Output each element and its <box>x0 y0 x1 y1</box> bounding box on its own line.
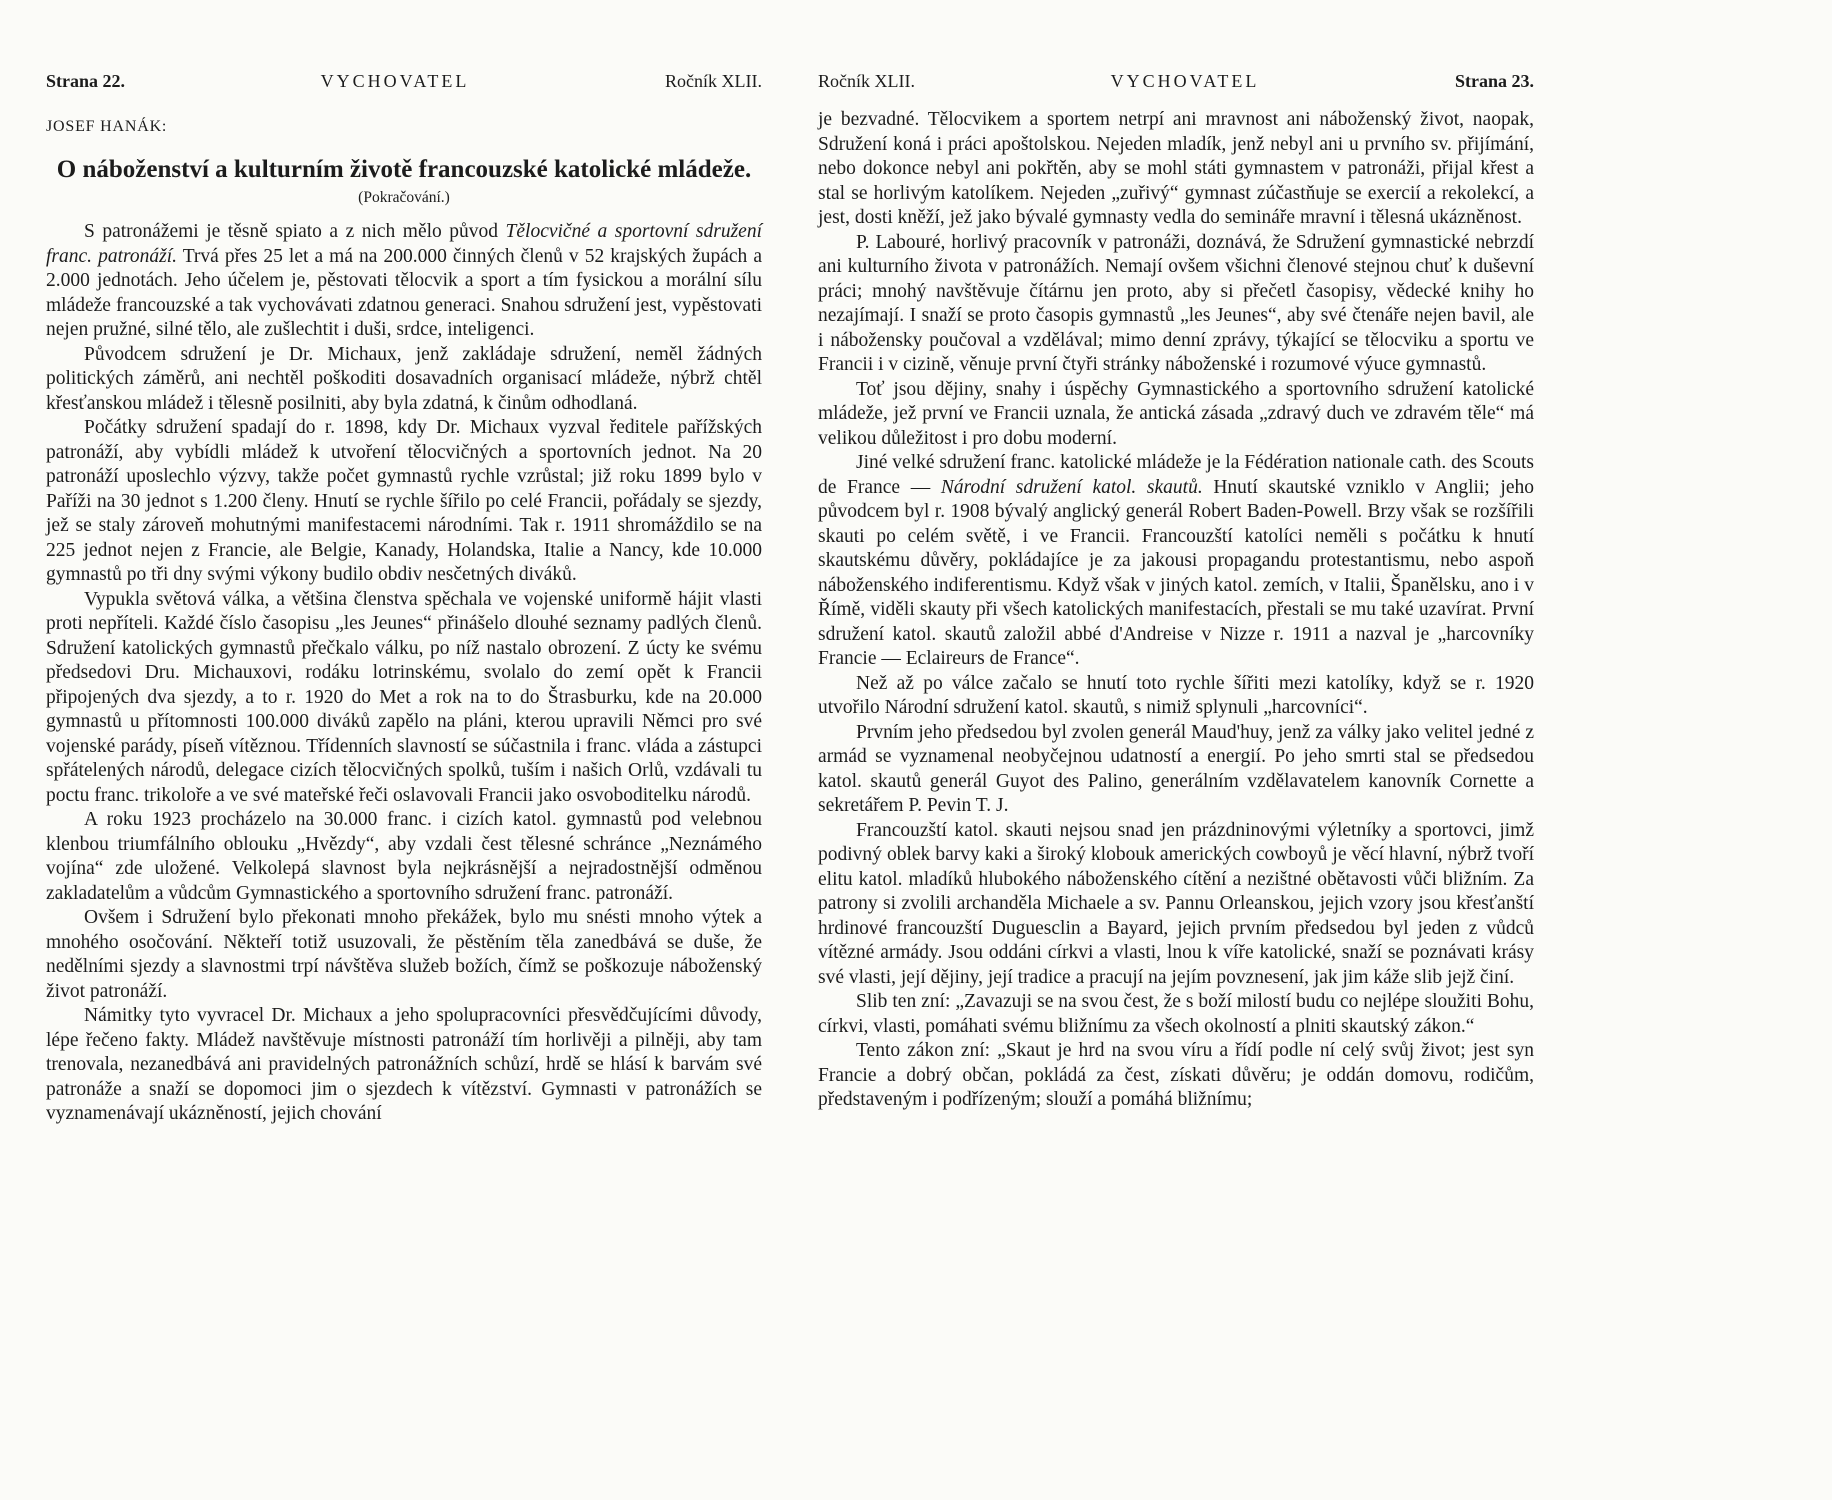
article-subtitle: (Pokračování.) <box>358 189 450 206</box>
volume-label-right: Ročník XLII. <box>818 71 915 91</box>
paragraph: Vypukla světová válka, a většina členstva spěchala ve vojenské uniformě hájit vlasti proti nepříteli. Každé číslo časopisu „les Jeunes“ přinášelo dlouhé seznamy padlých členů. Sdružení katolických gymnastů přečkalo válku, po níž nastalo obrození. Z úcty ke svému předsedovi Dru. Michauxovi, rodáku lotrinskému, svolalo do zemí opět k Francii připojených dva sjezdy, a to r. 1920 do Met a rok na to do Štrasburku, kde na 20.000 gymnastů u přítomnosti 100.000 diváků zapělo na pláni, kterou upravili Němci pro své vojenské parády, píseň vítěznou. Třídenních slavností se súčastnila i franc. vláda a zástupci spřátelených národů, delegace cizích tělocvičných spolků, tuším i našich Orlů, vzdávali tu poctu franc. trikoloře a ve své mateřské řeči oslavovali Francii jako osvoboditelku národů. <box>46 588 762 806</box>
paragraph: je bezvadné. Tělocvikem a sportem netrpí ani mravnost ani náboženský život, naopak, Sdružení koná i práci apoštolskou. Nejeden mladík, jenž nebyl ani u prvního sv. přijímání, nebo dokonce nebyl ani pokřtěn, aby se mohl státi gymnastem v patronáži, přijal křest a stal se horlivým katolíkem. Nejeden „zuřivý“ gymnast zúčastňuje se exercií a rekolekcí, a jest, dosti kněží, jež jako bývalé gymnasty vedla do semináře mravní i tělesná ukázněnost. <box>818 109 1534 228</box>
paragraph: Slib ten zní: „Zavazuji se na svou čest, že s boží milostí budu co nejlépe sloužiti Bohu, církvi, vlasti, pomáhati svému bližnímu za všech okolností a plniti skautský zákon.“ <box>818 991 1534 1037</box>
article-author: JOSEF HANÁK: <box>46 118 168 135</box>
article-title: O náboženství a kulturním životě francouzské katolické mládeže. <box>56 156 752 183</box>
paragraph: Tento zákon zní: „Skaut je hrd na svou víru a řídí podle ní celý svůj život; jest syn Francie a dobrý občan, pokládá za čest, získati důvěru; je oddán domovu, rodičům, představeným i podřízeným; slouží a pomáhá bližnímu; <box>818 1040 1534 1110</box>
paragraph: A roku 1923 procházelo na 30.000 franc. i cizích katol. gymnastů pod velebnou klenbou triumfálního oblouku „Hvězdy“, aby vzdali čest tělesné schránce „Neznámého vojína“ zde uložené. Velkolepá slavnost byla nejkrásnější a nejradostnější odměnou zakladatelům a vůdcům Gymnastického a sportovního sdružení franc. patronáží. <box>46 809 762 904</box>
page-right <box>818 70 1534 1113</box>
paragraph: Jiné velké sdružení franc. katolické mládeže je la Fédération nationale cath. des Scouts de France — Národní sdružení katol. skautů. Hnutí skautské vzniklo v Anglii; jeho původcem byl r. 1908 bývalý anglický generál Robert Baden-Powell. Brzy však se rozšířili skauti po celém světě, i ve Francii. Francouzští katolíci neměli s počátku k hnutí skautskému důvěry, pokládajíce je za jakousi propagandu protestantismu, nebo aspoň náboženského indiferentismu. Když však v jiných katol. zemích, v Italii, Španělsku, ano i v Římě, viděli skauty při všech katolických manifestacích, přestali se mu také uzavírat. První sdružení katol. skautů založil abbé d'Andreise v Nizze r. 1911 a nazval je „harcovníky Francie — Eclaireurs de France“. <box>818 452 1534 669</box>
paragraph: Námitky tyto vyvracel Dr. Michaux a jeho spolupracovníci přesvědčujícími důvody, lépe řečeno fakty. Mládež navštěvuje místnosti patronáží tím horlivěji a pilněji, aby tam trenovala, nezanedbává ani pravidelných patronážních schůzí, hrdě se hlásí k barvám své patronáže a snaží se dopomoci jim o sjezdech k vítězství. Gymnasti v patronážích se vyznamenávají ukázněností, jejich chování <box>46 1005 762 1124</box>
journal-title-right: VYCHOVATEL <box>1110 71 1260 91</box>
paragraph: Toť jsou dějiny, snahy i úspěchy Gymnastického a sportovního sdružení katolické mládeže, jež první ve Francii uznala, že antická zásada „zdravý duch ve zdravém těle“ má velikou důležitost i pro dobu moderní. <box>818 378 1534 449</box>
paragraph: Než až po válce začalo se hnutí toto rychle šířiti mezi katolíky, když se r. 1920 utvořilo Národní sdružení katol. skautů, s nimiž splynuli „harcovníci“. <box>818 672 1534 718</box>
paragraph: S patronážemi je těsně spiato a z nich mělo původ Tělocvičné a sportovní sdružení franc. patronáží. Trvá přes 25 let a má na 200.000 činných členů v 52 krajských župách a 2.000 jednotách. Jeho účelem je, pěstovati tělocvik a sport a tím fysickou a morální sílu mládeže francouzské a tak vychovávati zdatnou generaci. Snahou sdružení jest, vypěstovati nejen pružné, silné tělo, ale zušlechtit i duši, srdce, inteligenci. <box>46 221 762 340</box>
article-body-right <box>818 108 1534 1113</box>
journal-title-left: VYCHOVATEL <box>320 71 470 91</box>
page-header-right <box>818 70 1534 92</box>
paragraph: Prvním jeho předsedou byl zvolen generál Maud'huy, jenž za války jako velitel jedné z armád se vyznamenal neobyčejnou udatností a energií. Po jeho smrti stal se předsedou katol. skautů generál Guyot des Palino, generálním vzdělavatelem kanovník Cornette a sekretářem P. Pevin T. J. <box>818 721 1534 816</box>
paragraph: P. Labouré, horlivý pracovník v patronáži, doznává, že Sdružení gymnastické nebrzdí ani kulturního života v patronážích. Nemají ovšem všichni členové stejnou chuť k duševní práci; mnohý navštěvuje čítárnu jen proto, aby si přečetl časopisy, vědecké knihy ho nezajímají. I snaží se proto časopis gymnastů „les Jeunes“, aby své čtenáře nejen bavil, ale i nábožensky poučoval a vzdělával; mimo denní zprávy, týkající se tělocviku a sportu ve Francii i v cizině, věnuje první čtyři stránky náboženské i rozumové výuce gymnastů. <box>818 231 1534 375</box>
page-number-left: Strana 22. <box>46 71 126 91</box>
paragraph: Ovšem i Sdružení bylo překonati mnoho překážek, bylo mu snésti mnoho výtek a mnohého osočování. Někteří totiž usuzovali, že pěstěním těla zanedbává se duše, že nedělními sjezdy a slavnostmi trpí návštěva služeb božích, čímž se poškozuje náboženský život patronáží. <box>46 907 762 1002</box>
paragraph: Francouzští katol. skauti nejsou snad jen prázdninovými výletníky a sportovci, jimž podivný oblek barvy kaki a široký klobouk amerických cowboyů je věcí hlavní, nýbrž tvoří elitu katol. mladíků hlubokého náboženského cítění a nezištné obětavosti vůči bližním. Za patrony si zvolili archanděla Michaele a sv. Pannu Orleanskou, jejich vzory jsou křesťanští hrdinové francouzští Duguesclin a Bayard, jejich prvním předsedou byl jeden z vůdců vítězné armády. Jsou oddáni církvi a vlasti, lnou k víře katolické, snaží se poznávati krásy své vlasti, její dějiny, její tradice a pracují na jejím povznesení, jak jim káže slib jejž činí. <box>818 819 1534 988</box>
page-left <box>46 70 762 1127</box>
article-body-left <box>46 220 762 1127</box>
paragraph: Počátky sdružení spadají do r. 1898, kdy Dr. Michaux vyzval ředitele pařížských patronáží, aby vybídli mládež k utvoření tělocvičných a sportovních jednot. Na 20 patronáží uposlechlo výzvy, takže počet gymnastů rychle vzrůstal; již roku 1899 bylo v Paříži na 30 jednot s 1.200 členy. Hnutí se rychle šířilo po celé Francii, pořádaly se sjezdy, jež se staly zároveň mohutnými manifestacemi národními. Tak r. 1911 shromáždilo se na 225 jednot nejen z Francie, ale Belgie, Kanady, Holandska, Italie a Nancy, kde 10.000 gymnastů po tři dny svými výkony budilo obdiv nesčetných diváků. <box>46 417 762 585</box>
page-number-right: Strana 23. <box>1454 71 1534 91</box>
paragraph: Původcem sdružení je Dr. Michaux, jenž zakládaje sdružení, neměl žádných politických záměrů, ani nechtěl poškoditi dosavadních organisací mládeže, nýbrž chtěl křesťanskou mládež i tělesně posilniti, aby byla zdatná, k činům odhodlaná. <box>46 343 762 414</box>
page-header-left <box>46 70 762 92</box>
volume-label-left: Ročník XLII. <box>665 71 762 91</box>
